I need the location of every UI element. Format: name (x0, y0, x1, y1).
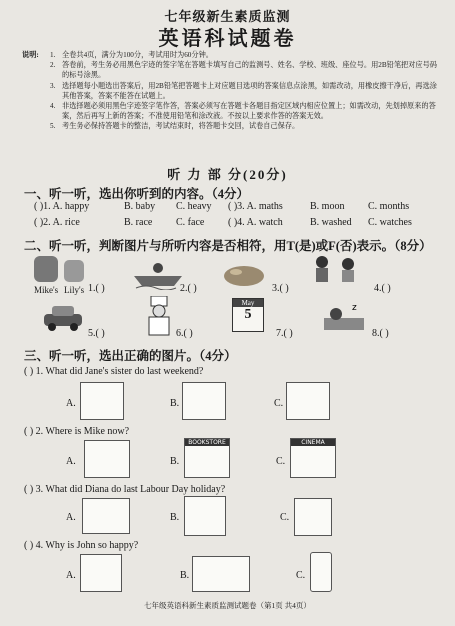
grandparents-picture (80, 554, 122, 592)
p3-q1-a: A. (66, 398, 76, 409)
p1-r2-a: ( )2. A. rice (34, 217, 80, 228)
chef-icon (142, 296, 176, 336)
p2-answer-5: 5.( ) (88, 328, 105, 339)
note-3: 选择题每小题选出答案后，用2B铅笔把答题卡上对应题目选项的答案信息点涂黑，如需改动，用橡皮擦干净后，再选涂其他答案，答案不能答在试题上。 (62, 81, 437, 100)
suitcase-picture (310, 552, 332, 592)
part1-title: 一、听一听，选出你听到的内容。（4分） (24, 187, 250, 201)
p3-q1: ( ) 1. What did Jane's sister do last weekend? (24, 366, 204, 377)
mikes-label: Mike's (34, 285, 59, 295)
p3-q3-a: A. (66, 512, 76, 523)
note-2: 答卷前，考生务必用黑色字迹的签字笔在答题卡填写自己的监测号、姓名、学校、班级、座位号。用2B铅笔把对应号码的标号涂黑。 (62, 61, 437, 80)
p2-answer-6: 6.( ) (176, 328, 193, 339)
p3-q3-c: C. (280, 512, 290, 523)
house-picture (84, 440, 130, 478)
page-footer: 七年级英语科新生素质监测试题卷（第1页 共4页） (144, 601, 311, 610)
p2-answer-1: 1.( ) (88, 283, 105, 294)
p3-q2-b: B. (170, 456, 180, 467)
boat-icon (132, 258, 184, 290)
note-5: 考生务必保持答题卡的整洁，考试结束时，将答题卡交回，试卷自己保存。 (62, 122, 300, 131)
p2-answer-8: 8.( ) (372, 328, 389, 339)
p3-q4-c: C. (296, 570, 306, 581)
p3-q3: ( ) 3. What did Diana do last Labour Day holiday? (24, 484, 226, 495)
p3-q2-c: C. (276, 456, 286, 467)
p1-r2-b: B. race (124, 217, 153, 228)
washing-clothes-picture (80, 382, 124, 420)
p1-r2-d: ( )4. A. watch (228, 217, 283, 228)
cycling-picture (294, 498, 332, 536)
backpack-icon (34, 256, 58, 282)
lilys-label: Lily's (64, 285, 85, 295)
section-title: 听 力 部 分(20分) (167, 167, 288, 182)
p3-q1-c: C. (274, 398, 284, 409)
p2-answer-3: 3.( ) (272, 283, 289, 294)
p2-answer-7: 7.( ) (276, 328, 293, 339)
p3-q1-b: B. (170, 398, 180, 409)
fishing-picture (82, 498, 130, 534)
part3-title: 三、听一听，选出正确的图片。（4分） (24, 349, 237, 363)
p3-q4-b: B. (180, 570, 190, 581)
p3-q2: ( ) 2. Where is Mike now? (24, 426, 130, 437)
instructions: 说明: 1. 全卷共4页，满分为100分，考试用时为60分钟。 2. 答卷前，考生务必用黑色字迹的签字笔在答题卡填写自己的监测号、姓名、学校、班级、座位号。用2B铅笔把对应号码的标号涂黑。 3. 选择题每小题选出答案后，用2B铅笔把答题卡上对应题目选项的答案信息点涂黑，如需改动，用橡皮擦干净后，再选涂其他答案，答案不能答在试题上。 4. 非选择题必须用黑色字迹签字笔作答，答案必须写在答题卡各题目指定区域内相应位置上；如需改动，先划掉原来的答案，然后再写上新的答案；不准使用铅笔和涂改液。不按以上要求作答的答案无效。 5. 考生务必保持答题卡的整洁，考试结束时，将答题卡交回，试卷自己保存。 (22, 50, 442, 132)
car-icon (40, 304, 86, 332)
part2-title: 二、听一听，判断图片与所听内容是否相符，用T(是)或F(否)表示。（8分） (24, 239, 432, 253)
p1-r1-a: ( )1. A. happy (34, 201, 90, 212)
p1-r2-c: C. face (176, 217, 205, 228)
backpack-icon (64, 260, 84, 282)
cooking-picture (182, 382, 226, 420)
p2-answer-2: 2.( ) (180, 283, 197, 294)
cinema-sign: CINEMA (291, 439, 335, 446)
p1-r1-d: ( )3. A. maths (228, 201, 283, 212)
calendar-icon (232, 298, 264, 332)
cleaning-picture (286, 382, 330, 420)
p1-r2-f: C. watches (368, 217, 412, 228)
p3-q2-a: A. (66, 456, 76, 467)
instructions-label: 说明: (22, 51, 39, 59)
svg-text:z: z (352, 303, 357, 313)
bread-icon (222, 262, 266, 288)
horse-riding-picture (184, 496, 226, 536)
p3-q4: ( ) 4. Why is John so happy? (24, 540, 139, 551)
p1-r1-b: B. baby (124, 201, 156, 212)
calendar-day: 5 (244, 307, 252, 322)
p1-r1-e: B. moon (310, 201, 345, 212)
p3-q3-b: B. (170, 512, 180, 523)
cinema-picture (290, 438, 336, 478)
note-1: 全卷共4页，满分为100分，考试用时为60分钟。 (62, 51, 213, 59)
bookstore-sign: BOOKSTORE (185, 439, 229, 446)
p2-answer-4: 4.( ) (374, 283, 391, 294)
p3-q4-a: A. (66, 570, 76, 581)
exam-subtitle: 英语科试题卷 (158, 28, 297, 50)
note-4: 非选择题必须用黑色字迹签字笔作答，答案必须写在答题卡各题目指定区域内相应位置上；如需改动，先划掉原来的答案，然后再写上新的答案；不准使用铅笔和涂改液。不按以上要求作答的答案无效。 (62, 102, 436, 121)
exam-title: 七年级新生素质监测 (164, 9, 291, 24)
calendar-month: May (233, 299, 263, 307)
p1-r1-f: C. months (368, 201, 410, 212)
sleeping-icon (322, 300, 366, 334)
ticket-picture (192, 556, 250, 592)
bookstore-picture (184, 438, 230, 478)
p1-r1-c: C. heavy (176, 201, 212, 212)
p1-r2-e: B. washed (310, 217, 352, 228)
kids-playing-icon (306, 254, 366, 288)
